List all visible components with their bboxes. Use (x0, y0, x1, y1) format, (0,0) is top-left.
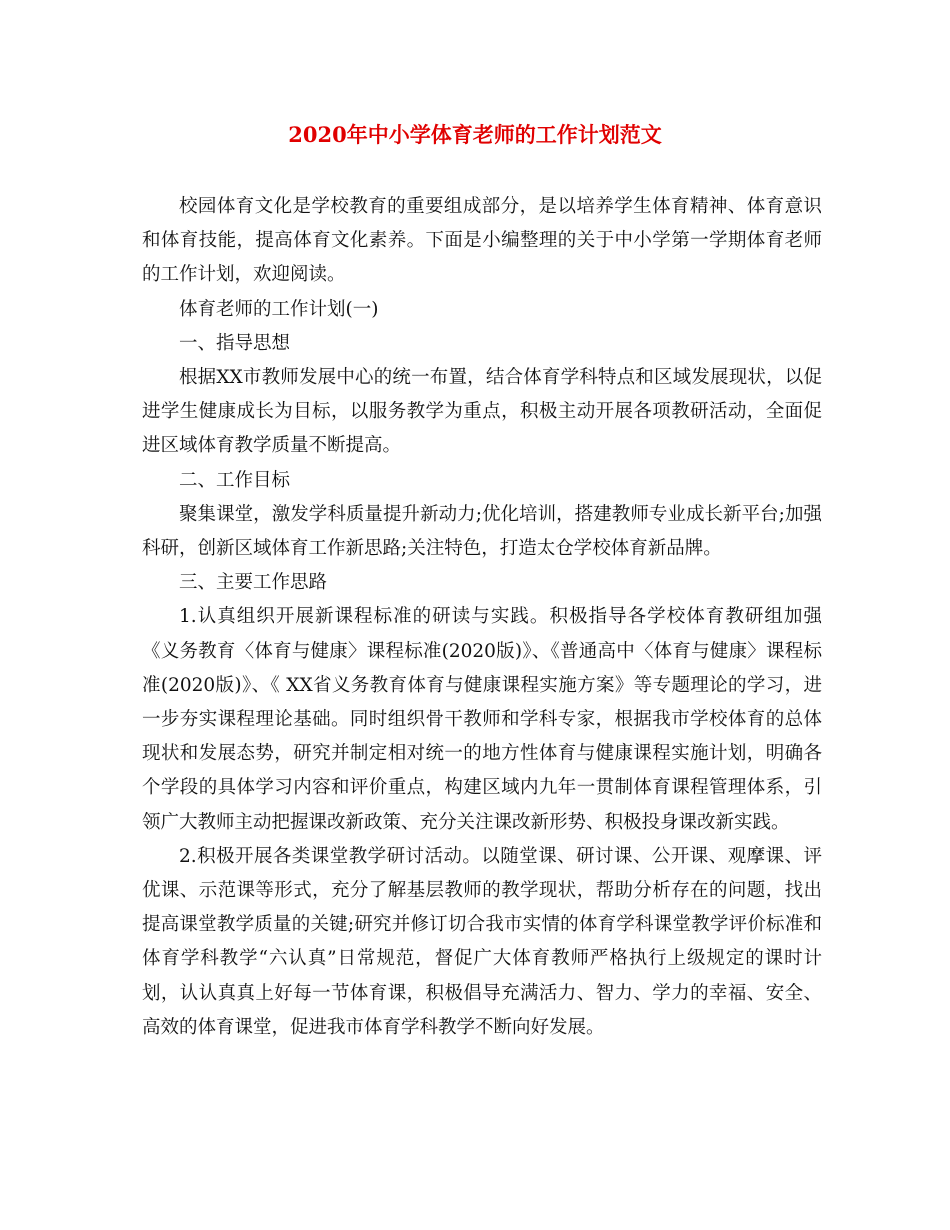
heading-guiding-ideology: 一、指导思想 (179, 332, 291, 354)
heading-work-goals: 二、工作目标 (179, 469, 291, 491)
paragraph-item-2: 2.积极开展各类课堂教学研讨活动。以随堂课、研讨课、公开课、观摩课、评优课、示范课等形式，充分了解基层教师的教学现状，帮助分析存在的问题，找出提高课堂教学质量的关键;研究并修订切合我市实情的体育学科课堂教学评价标准和体育学科教学“六认真”日常规范，督促广大体育教师严格执行上级规定的课时计划，认认真真上好每一节体育课，积极倡导充满活力、智力、学力的幸福、安全、高效的体育课堂，促进我市体育学科教学不断向好发展。 (142, 845, 822, 1038)
heading-main-ideas: 三、主要工作思路 (179, 572, 328, 594)
paragraph-guiding-ideology: 根据XX市教师发展中心的统一布置，结合体育学科特点和区域发展现状，以促进学生健康成长为目标，以服务教学为重点，积极主动开展各项教研活动，全面促进区域体育教学质量不断提高。 (142, 367, 822, 457)
paragraph-work-goals: 聚集课堂，激发学科质量提升新动力;优化培训，搭建教师专业成长新平台;加强科研，创新区域体育工作新思路;关注特色，打造太仓学校体育新品牌。 (142, 503, 822, 560)
section-heading-plan-one: 体育老师的工作计划(一) (179, 298, 379, 320)
paragraph-item-1: 1.认真组织开展新课程标准的研读与实践。积极指导各学校体育教研组加强《义务教育〈体育与健康〉课程标准(2020版)》、《普通高中〈体育与健康〉课程标准(2020版)》、《 XX省义务教育体育与健康课程实施方案》等专题理论的学习，进一步夯实课程理论基础。同时组织骨干教师和学科专家，根据我市学校体育的总体现状和发展态势，研究并制定相对统一的地方性体育与健康课程实施计划，明确各个学段的具体学习内容和评价重点，构建区域内九年一贯制体育课程管理体系，引领广大教师主动把握课改新政策、充分关注课改新形势、积极投身课改新实践。 (142, 606, 822, 833)
document-body (142, 190, 822, 1045)
document-title: 2020年中小学体育老师的工作计划范文 (288, 122, 662, 147)
intro-paragraph: 校园体育文化是学校教育的重要组成部分，是以培养学生体育精神、体育意识和体育技能，提高体育文化素养。下面是小编整理的关于中小学第一学期体育老师的工作计划，欢迎阅读。 (142, 196, 822, 286)
